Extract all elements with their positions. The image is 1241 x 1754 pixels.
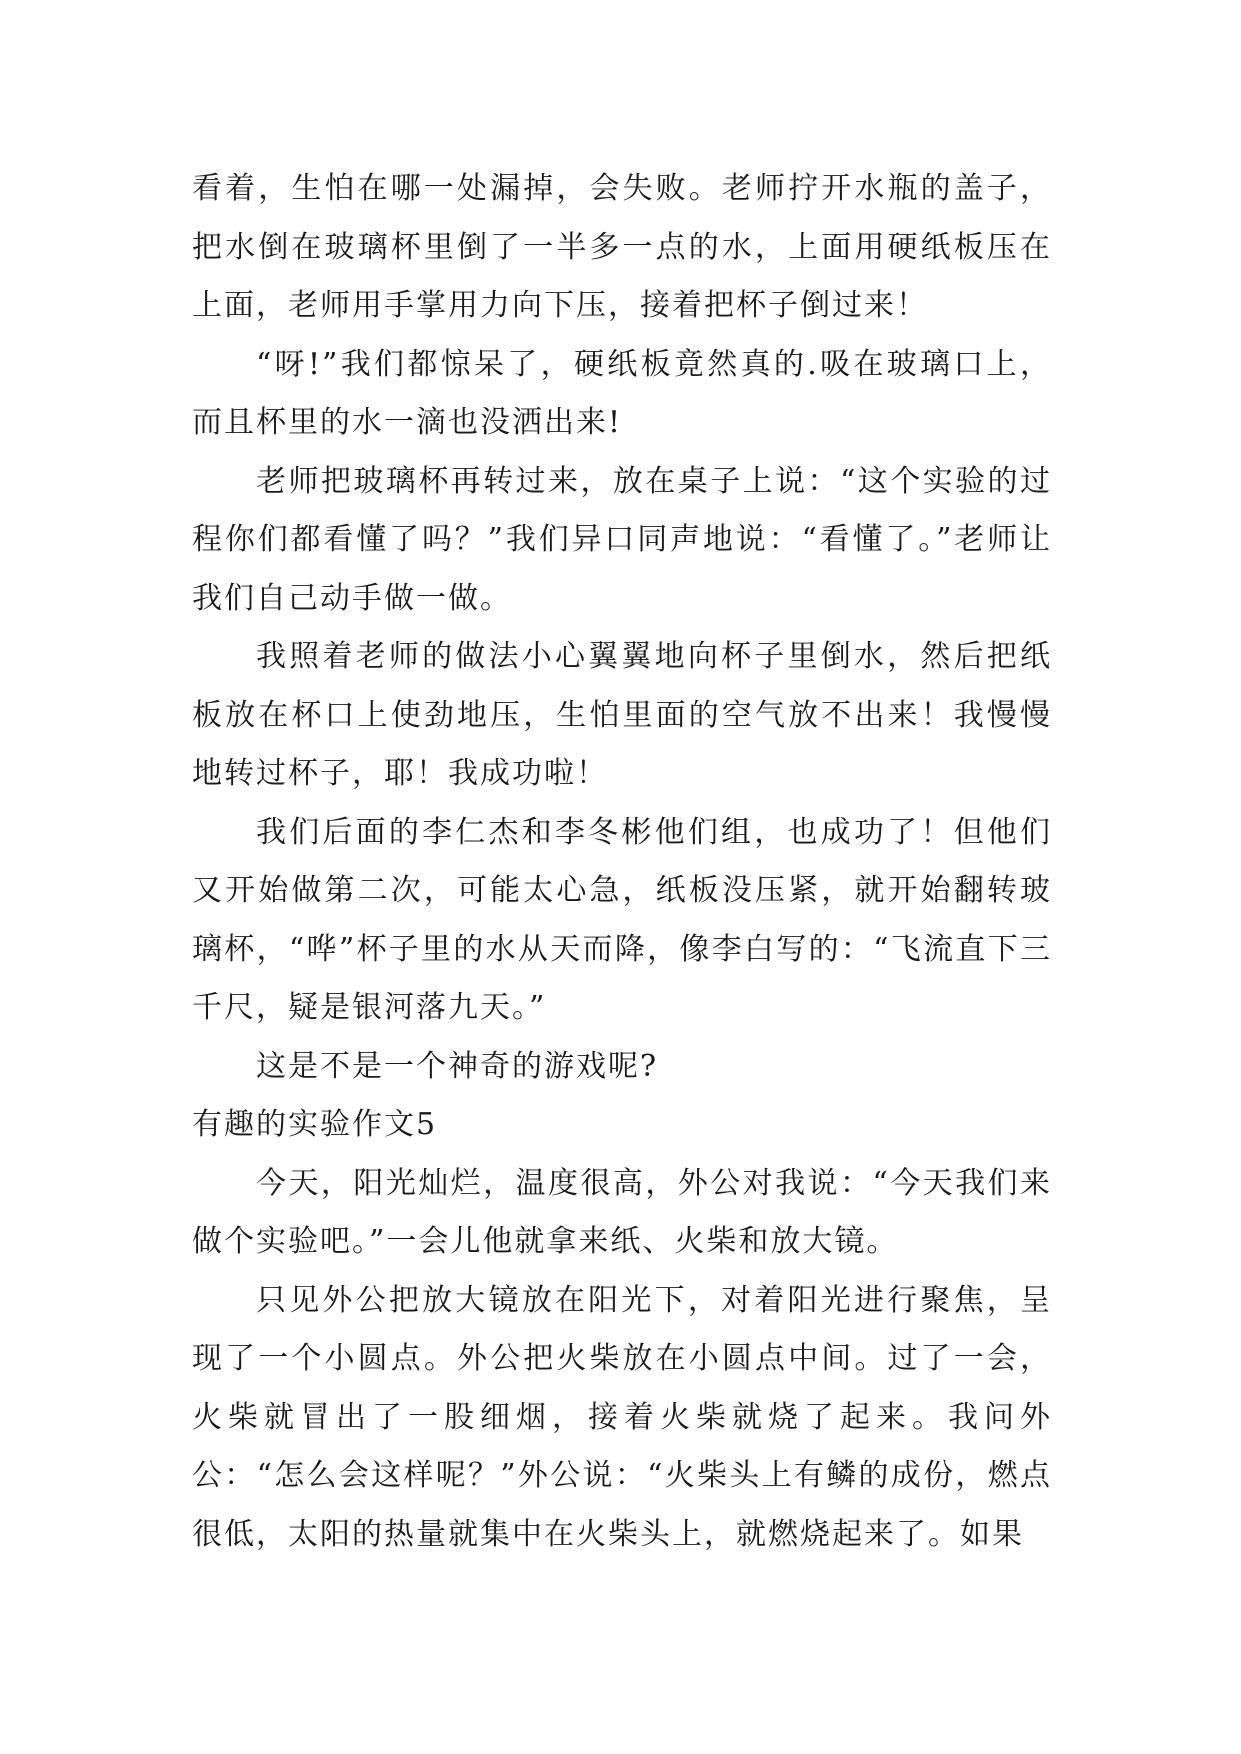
document-page bbox=[192, 160, 1052, 1564]
paragraph-5: 我们后面的李仁杰和李冬彬他们组，也成功了！但他们又开始做第二次，可能太心急，纸板没压紧，就开始翻转玻璃杯，“哗”杯子里的水从天而降，像李白写的：“飞流直下三千尺，疑是银河落九天。” bbox=[192, 814, 1052, 1025]
paragraph-4: 我照着老师的做法小心翼翼地向杯子里倒水，然后把纸板放在杯口上使劲地压，生怕里面的空气放不出来！我慢慢地转过杯子，耶！我成功啦！ bbox=[192, 639, 1052, 791]
paragraph-1: 看着，生怕在哪一处漏掉，会失败。老师拧开水瓶的盖子，把水倒在玻璃杯里倒了一半多一点的水，上面用硬纸板压在上面，老师用手掌用力向下压，接着把杯子倒过来！ bbox=[192, 171, 1052, 323]
paragraph-7: 今天，阳光灿烂，温度很高，外公对我说：“今天我们来做个实验吧。”一会儿他就拿来纸、火柴和放大镜。 bbox=[192, 1165, 1052, 1259]
paragraph-8: 只见外公把放大镜放在阳光下，对着阳光进行聚焦，呈现了一个小圆点。外公把火柴放在小圆点中间。过了一会，火柴就冒出了一股细烟，接着火柴就烧了起来。我问外公：“怎么会这样呢？”外公说：“火柴头上有鳞的成份，燃点很低，太阳的热量就集中在火柴头上，就燃烧起来了。如果 bbox=[192, 1282, 1052, 1552]
paragraph-2: “呀!”我们都惊呆了，硬纸板竟然真的.吸在玻璃口上，而且杯里的水一滴也没洒出来! bbox=[192, 346, 1052, 440]
paragraph-6: 这是不是一个神奇的游戏呢? bbox=[256, 1048, 659, 1084]
paragraph-3: 老师把玻璃杯再转过来，放在桌子上说：“这个实验的过程你们都看懂了吗？”我们异口同声地说：“看懂了。”老师让我们自己动手做一做。 bbox=[192, 463, 1052, 616]
section-heading: 有趣的实验作文5 bbox=[192, 1107, 438, 1142]
